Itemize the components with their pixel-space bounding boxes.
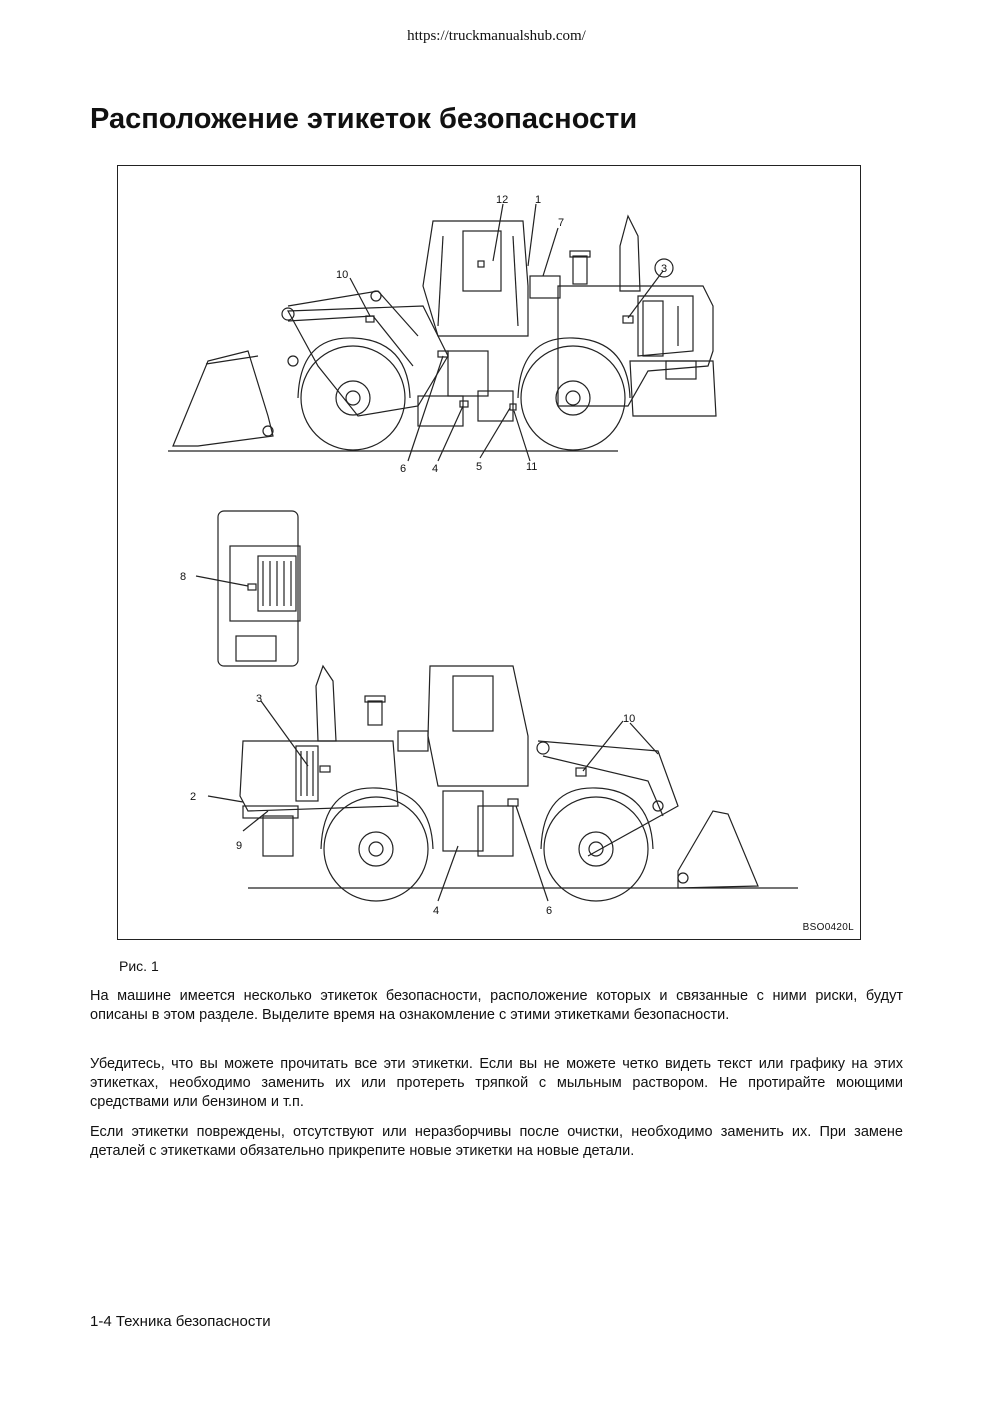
callout-10-bottom: 10 [623, 713, 636, 725]
paragraph-2: Убедитесь, что вы можете прочитать все эти этикетки. Если вы не можете четко видеть текст или графику на этих этикетках, необходимо заменить их или протереть тряпкой с мыльным раствором. Не протирайте моющими средствами или бензином и т.п. [90, 1056, 903, 1110]
callout-1: 1 [535, 194, 542, 206]
callout-11: 11 [526, 461, 538, 473]
callout-9: 9 [236, 840, 243, 852]
figure-caption: Рис. 1 [119, 958, 159, 974]
loader-side-view-right [208, 666, 798, 901]
safety-labels-figure [117, 165, 861, 940]
callout-3-bottom: 3 [256, 693, 263, 705]
callout-8: 8 [180, 571, 187, 583]
figure-code: BSO0420L [802, 922, 854, 933]
callout-12: 12 [496, 194, 509, 206]
wheel-loader-drawing [118, 166, 862, 941]
callout-10: 10 [336, 269, 349, 281]
paragraph-1: На машине имеется несколько этикеток безопасности, расположение которых и связанные с ними риски, будут описаны в этом разделе. Выделите время на ознакомление с этими этикетками безопасности. [90, 988, 903, 1023]
loader-side-view-left [168, 204, 716, 461]
source-url[interactable]: https://truckmanualshub.com/ [407, 28, 586, 44]
loader-rear-view [196, 511, 300, 666]
callout-3: 3 [661, 263, 668, 275]
callout-4-bottom: 4 [433, 905, 440, 917]
callout-4: 4 [432, 463, 439, 475]
callout-7: 7 [558, 217, 565, 229]
callout-5: 5 [476, 461, 483, 473]
callout-2: 2 [190, 791, 197, 803]
page-footer: 1-4 Техника безопасности [90, 1313, 271, 1330]
paragraph-3: Если этикетки повреждены, отсутствуют или неразборчивы после очистки, необходимо заменить их. При замене деталей с этикетками обязательно прикрепите новые этикетки на новые детали. [90, 1124, 903, 1159]
callout-6: 6 [400, 463, 407, 475]
callout-6-bottom: 6 [546, 905, 553, 917]
page-title: Расположение этикеток безопасности [90, 103, 638, 135]
